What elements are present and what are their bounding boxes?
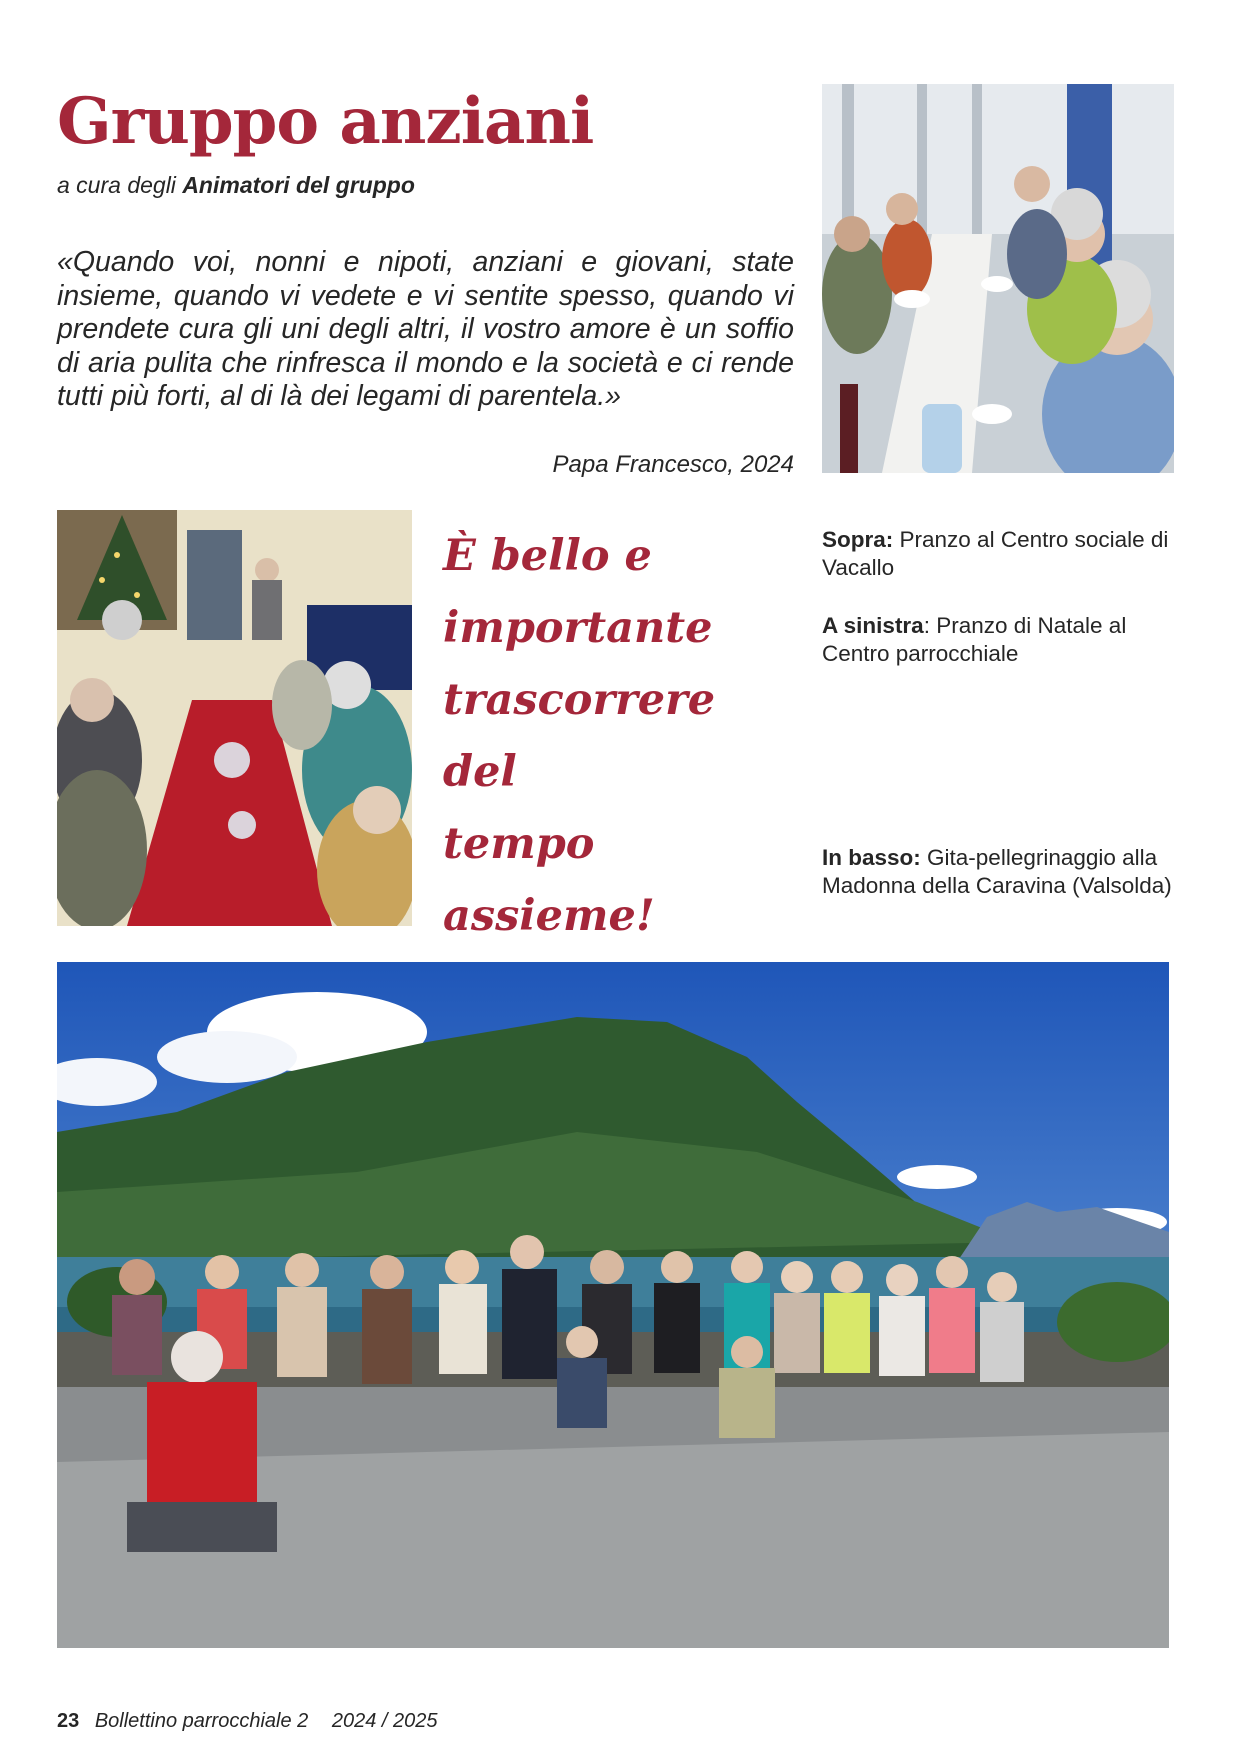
- photo-pilgrimage-group: [57, 962, 1169, 1648]
- byline-author: Animatori del gruppo: [182, 172, 415, 198]
- caption-bottom: [822, 844, 1182, 900]
- caption-top: [822, 526, 1182, 582]
- slogan-line: trascorrere del: [443, 675, 716, 797]
- slogan-line: importante: [443, 603, 713, 653]
- caption-left-label: A sinistra: [822, 613, 924, 638]
- caption-left: [822, 612, 1182, 668]
- caption-top-text: Pranzo al Centro sociale di Vacallo: [822, 527, 1169, 580]
- quote-author: Papa Francesco, 2024: [552, 451, 794, 478]
- caption-left-text: : Pranzo di Natale al Centro parrocchiale: [822, 613, 1127, 666]
- photo-lunch-social-center: [822, 84, 1174, 473]
- publication-year: 2024 / 2025: [331, 1710, 438, 1732]
- page-number: 23: [57, 1710, 80, 1732]
- publication-name: Bollettino parrocchiale 2: [94, 1710, 309, 1732]
- slogan-line: tempo assieme!: [443, 819, 655, 941]
- pope-quote: «Quando voi, nonni e nipoti, anziani e giovani, state insieme, quando vi vedete e vi sentite spesso, quando vi prendete cura gli uni degli altri, il vostro amore è un soffio di aria pulita che rinfresca il mondo e la società e ci rende tutti più forti, al di là dei legami di parentela.»: [57, 246, 794, 412]
- caption-bottom-text: Gita-pellegrinaggio alla Madonna della Caravina (Valsolda): [822, 845, 1172, 898]
- caption-bottom-label: In basso:: [822, 845, 921, 870]
- article-title: Gruppo anziani: [57, 84, 594, 159]
- page-footer: [57, 1710, 438, 1733]
- byline: [57, 172, 415, 199]
- caption-top-label: Sopra:: [822, 527, 894, 552]
- byline-prefix: a cura degli: [57, 172, 176, 198]
- slogan-line: È bello e: [443, 531, 652, 581]
- photo-christmas-lunch: [57, 510, 412, 926]
